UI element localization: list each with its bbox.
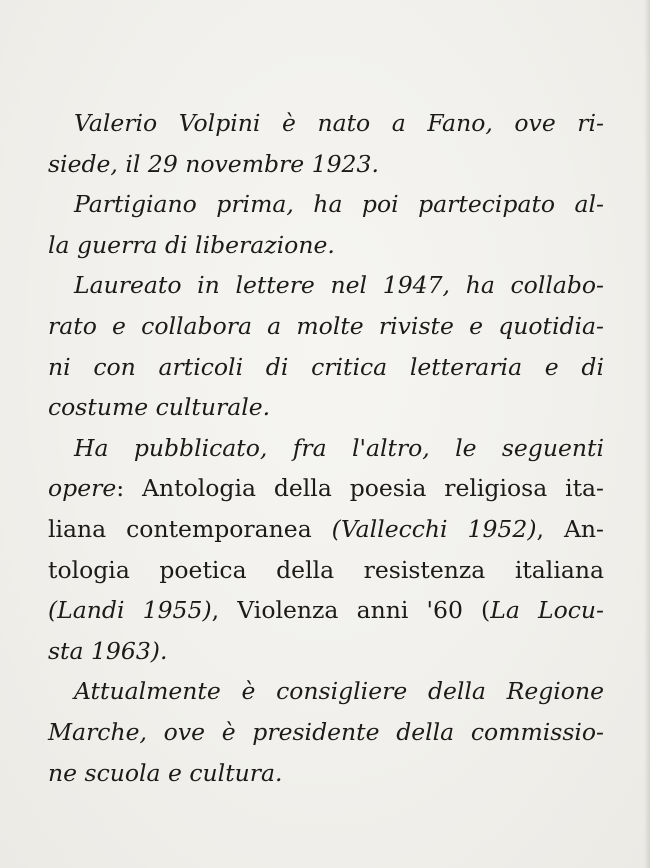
text-line xyxy=(48,144,604,185)
italic-text: Partigiano prima, ha poi partecipato al- xyxy=(74,190,604,219)
text-line xyxy=(48,753,604,794)
italic-text: siede, il 29 novembre 1923. xyxy=(48,149,379,178)
italic-text: Ha pubblicato, fra l'altro, le seguenti xyxy=(74,433,604,462)
text-line xyxy=(48,550,604,591)
text-line xyxy=(48,428,604,469)
roman-text: liana contemporanea xyxy=(48,514,332,543)
text-line xyxy=(48,712,604,753)
text-line xyxy=(48,184,604,225)
text-line xyxy=(48,265,604,306)
italic-text: Attualmente è consigliere della Regione xyxy=(74,677,604,706)
text-line xyxy=(48,590,604,631)
paragraph xyxy=(48,671,604,793)
page-edge-shadow xyxy=(644,0,650,868)
italic-text: Valerio Volpini è nato a Fano, ove ri- xyxy=(74,109,604,137)
text-line xyxy=(48,509,604,550)
paragraph xyxy=(48,265,604,427)
italic-text: (Vallecchi 1952) xyxy=(331,514,537,543)
text-line xyxy=(48,671,604,712)
text-line xyxy=(48,631,604,672)
italic-text: sta 1963). xyxy=(48,636,168,665)
roman-text: , Violenza anni '60 ( xyxy=(211,596,491,625)
italic-text: ni con articoli di critica letteraria e di xyxy=(48,352,604,381)
italic-text: rato e collabora a molte riviste e quotidia- xyxy=(48,311,604,340)
biography-text xyxy=(48,103,604,793)
text-line xyxy=(48,347,604,388)
italic-text: la guerra di liberazione. xyxy=(48,230,335,259)
paragraph xyxy=(48,103,604,184)
italic-text: costume culturale. xyxy=(48,393,271,422)
roman-text: : Antologia della poesia religiosa ita- xyxy=(116,474,604,503)
italic-text: opere xyxy=(48,474,117,503)
text-line xyxy=(48,103,604,144)
roman-text: tologia poetica della resistenza italiana xyxy=(48,555,604,584)
text-line xyxy=(48,306,604,347)
italic-text: (Landi 1955) xyxy=(48,596,212,625)
text-line xyxy=(48,468,604,509)
paragraph xyxy=(48,184,604,265)
roman-text: , An- xyxy=(536,514,604,543)
italic-text: Laureato in lettere nel 1947, ha collabo- xyxy=(74,271,604,300)
text-line xyxy=(48,225,604,266)
italic-text: ne scuola e cultura. xyxy=(48,758,283,787)
italic-text: Marche, ove è presidente della commissio- xyxy=(48,717,604,746)
paragraph xyxy=(48,428,604,672)
italic-text: La Locu- xyxy=(490,596,604,625)
text-line xyxy=(48,387,604,428)
